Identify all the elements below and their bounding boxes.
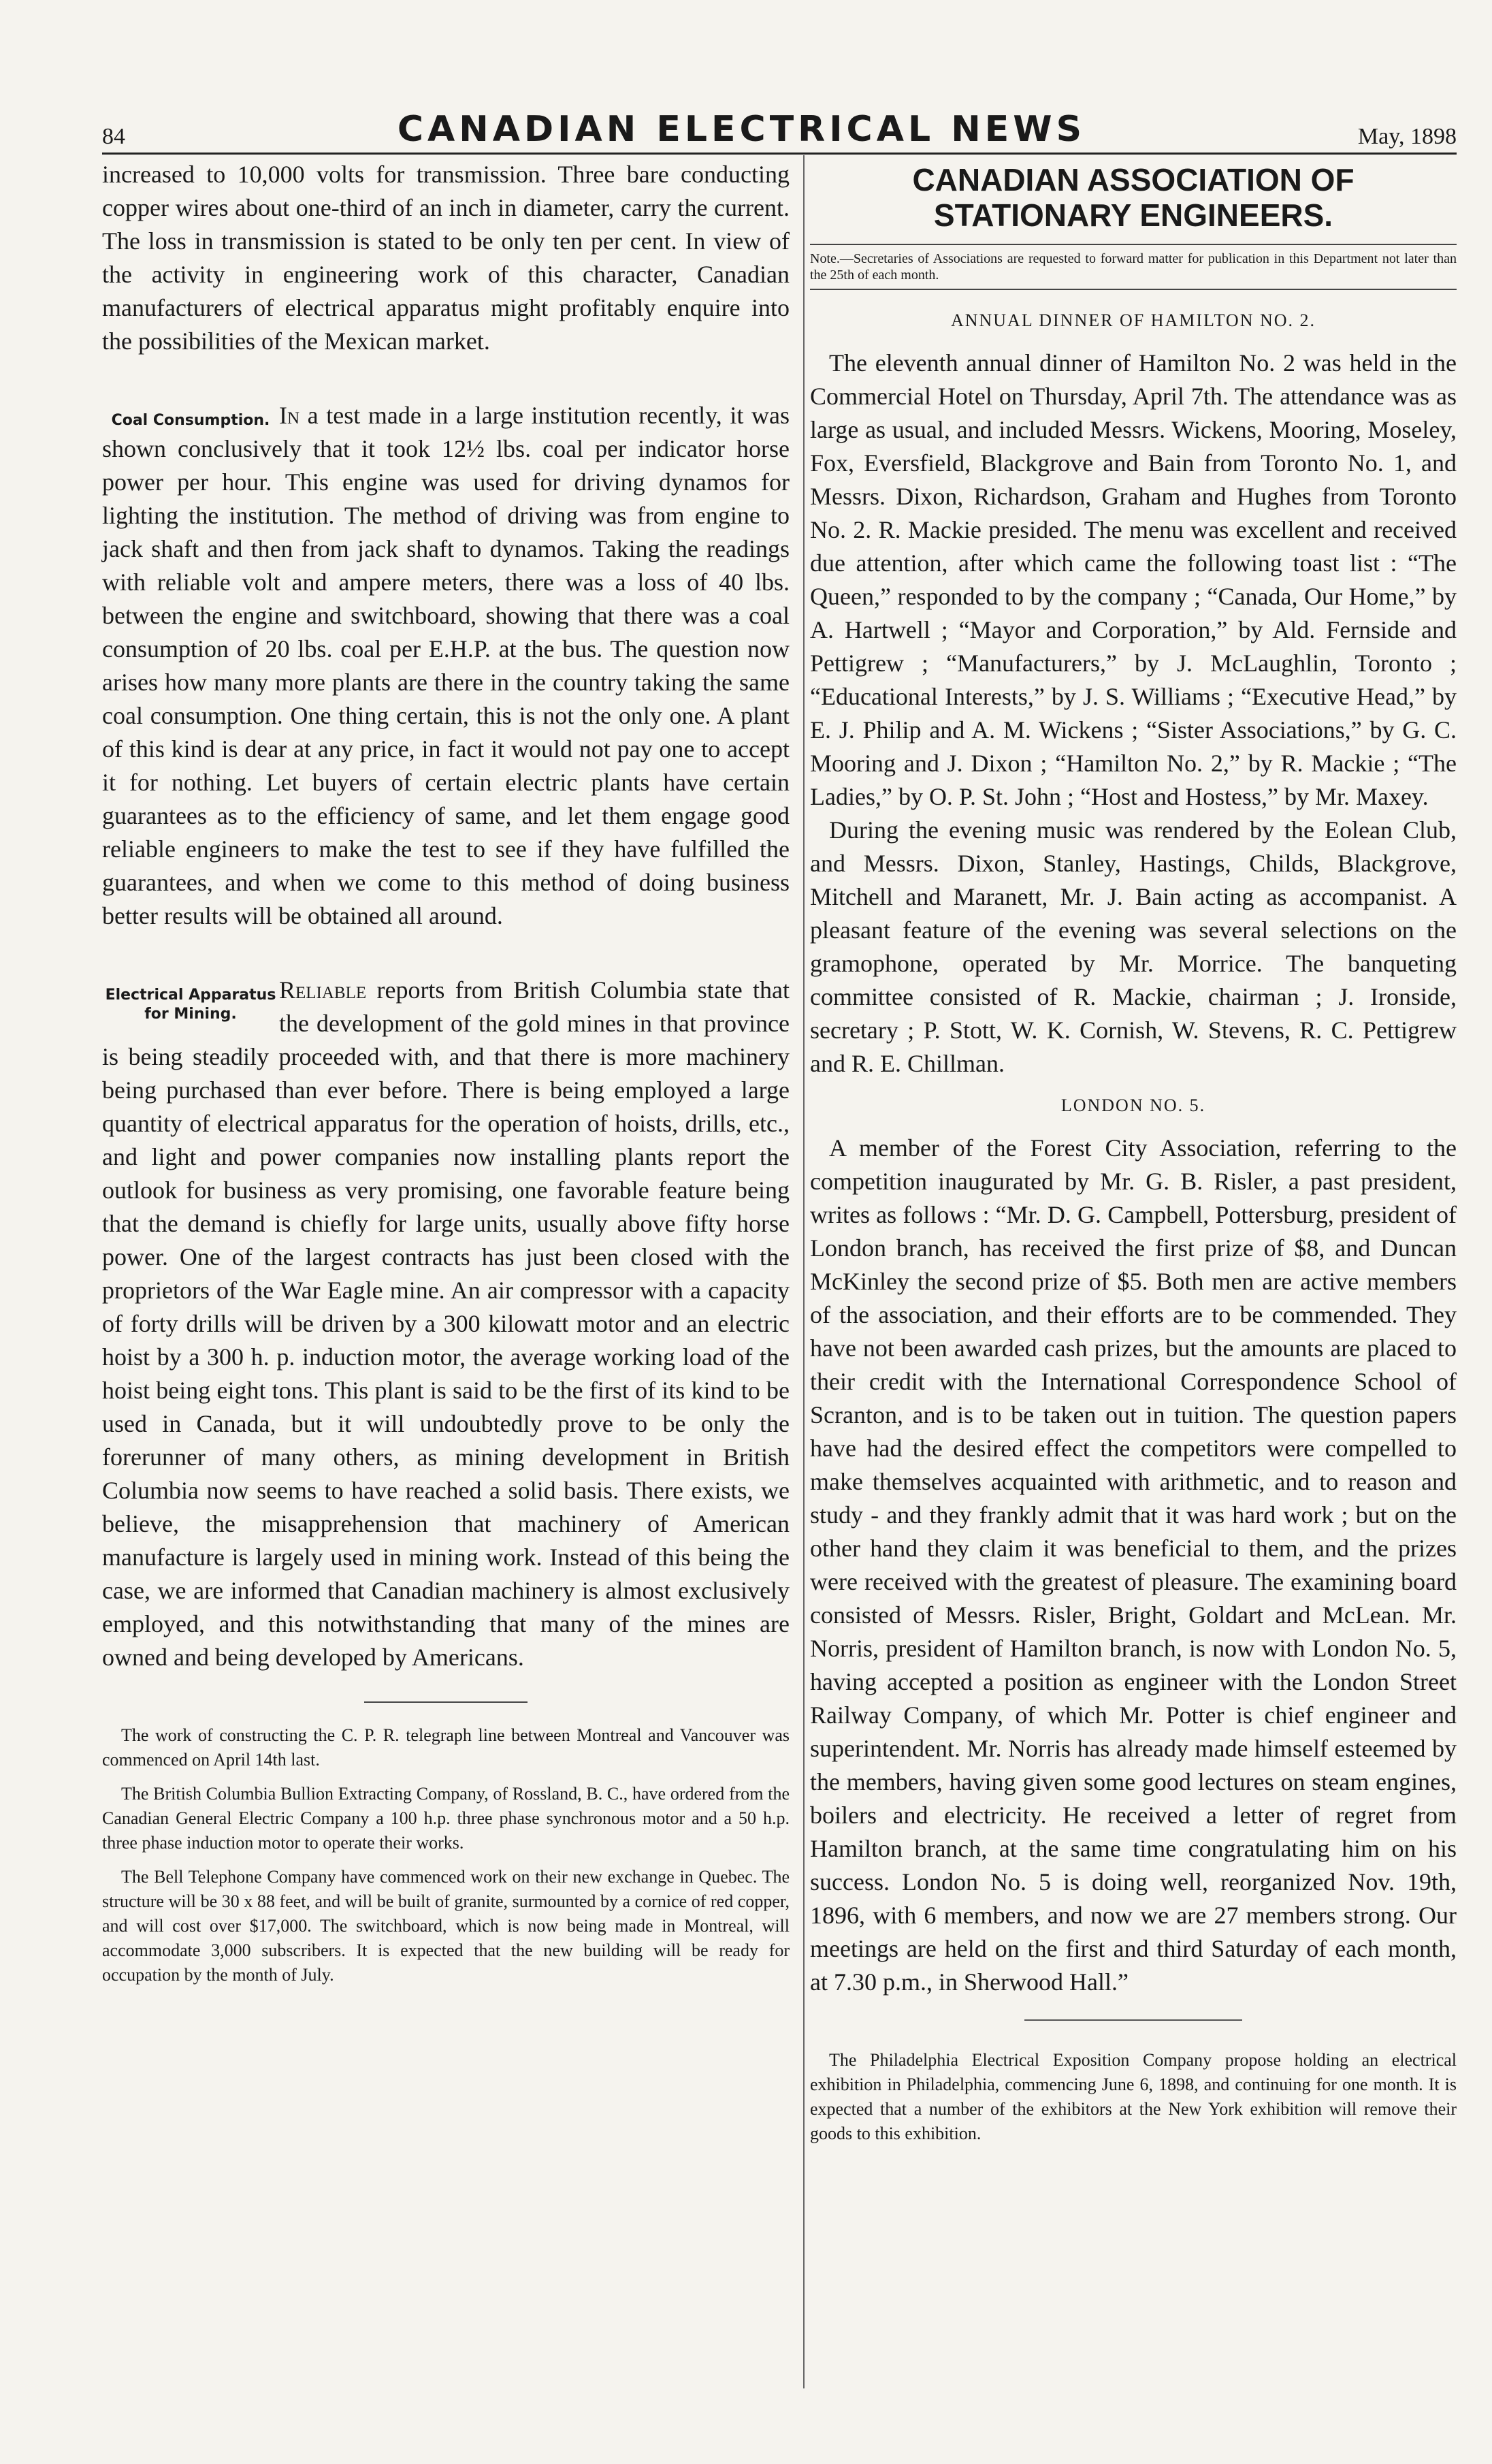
brief-bell-telephone: The Bell Telephone Company have commenced work on their new exchange in Quebec. The structure will be 30 x 88 feet, and will be built of granite, surmounted by a cornice of red copper, and will cost over $17,000. The switchboard, which is now being made in Montreal, will accommodate 3,000 subscribers. It is expected that the new building will be ready for occupation by the month of July. [102, 1867, 790, 1985]
coal-paragraph: a test made in a large institution recently, it was shown conclusively that it took 12½ lbs. coal per indicator horse power per hour. This engine was used for driving dynamos for lighting the institution. The method of driving was from engine to jack shaft and then from jack shaft to dynamos. Taking the readings with reliable volt and ampere meters, there was a loss of 40 lbs. between the engine and switchboard, showing that there was a coal consumption of 20 lbs. coal per E.H.P. at the bus. The question now arises how many more plants are there in the country taking the same coal consumption. One thing certain, this is not the only one. A plant of this kind is dear at any price, in fact it would not pay one to accept it for nothing. Let buyers of certain electric plants have certain guarantees as to the efficiency of same, and let them engage good reliable engineers to make the test to see if they have fulfilled the guarantees, and when we come to this method of doing business better results will be obtained all around. [102, 402, 790, 929]
page-number: 84 [102, 124, 125, 149]
mining-sidehead: Electrical Apparatus for Mining. [105, 987, 276, 1023]
mining-paragraph: reports from British Columbia state that the development of the gold mines in that province is being steadily proceeded with, and that there is more machinery being purchased than ever before. There is being employed a large quantity of electrical apparatus for the operation of hoists, drills, etc., and light and power companies now installing plants report the outlook for business as very promising, one favorable feature being that the demand is chiefly for large units, usually above fifty horse power. One of the largest contracts has just been closed with the proprietors of the War Eagle mine. An air compressor with a capacity of forty drills will be driven by a 300 kilowatt motor and an electric hoist by a 300 h. p. induction motor, the average working load of the hoist being eight tons. This plant is said to be the first of its kind to be used in Canada, but it will undoubtedly prove to be only the forerunner of many others, as mining development in British Columbia now seems to have reached a solid basis. There exists, we believe, the misapprehension that machinery of American manufacture is largely used in mining work. Instead of this being the case, we are informed that Canadian machinery is almost exclusively employed, and this notwithstanding that many of the mines are owned and being developed by Americans. [102, 976, 790, 1671]
london-heading: LONDON NO. 5. [1060, 1095, 1206, 1115]
running-head [102, 109, 1457, 150]
mining-lead-in: Reliable [279, 976, 367, 1004]
section-rule-right [1024, 2019, 1242, 2021]
mexico-paragraph: increased to 10,000 volts for transmission. Three bare conducting copper wires about one-third of an inch in diameter, carry the current. The loss in transmission is stated to be only ten per cent. In view of the activity in engineering work of this character, Canadian manufacturers of electrical apparatus might profitably enquire into the possibilities of the Mexican market. [102, 161, 790, 355]
hamilton-heading: ANNUAL DINNER OF HAMILTON NO. 2. [950, 310, 1316, 330]
column-rule [803, 155, 805, 2388]
section-rule [364, 1701, 528, 1703]
header-rule [102, 153, 1457, 155]
coal-lead-in: In [279, 402, 300, 429]
right-column [810, 158, 1457, 2156]
hamilton-paragraph-2: During the evening music was rendered by the Eolean Club, and Messrs. Dixon, Stanley, Hastings, Childs, Blackgrove, Mitchell and Maranett, Mr. J. Bain acting as accompanist. A pleasant feature of the evening was several selections on the gramophone, operated by Mr. Morrice. The banqueting committee consisted of R. Mackie, chairman ; J. Ironside, secretary ; P. Stott, W. K. Cornish, W. Stevens, R. C. Pettigrew and R. E. Chillman. [810, 816, 1457, 1077]
association-title: CANADIAN ASSOCIATION OF STATIONARY ENGINEERS. [912, 162, 1355, 233]
brief-telegraph: The work of constructing the C. P. R. telegraph line between Montreal and Vancouver was commenced on April 14th last. [102, 1725, 790, 1770]
brief-bullion: The British Columbia Bullion Extracting Company, of Rossland, B. C., have ordered from the Canadian General Electric Company a 100 h.p. three phase synchronous motor and a 50 h.p. three phase induction motor to operate their works. [102, 1784, 790, 1853]
mining-article [102, 974, 790, 1674]
left-column [102, 158, 790, 1997]
brief-philadelphia: The Philadelphia Electrical Exposition Company propose holding an electrical exhibition in Philadelphia, commencing June 6, 1898, and continuing for one month. It is expected that a number of the exhibitors at the New York exhibition will remove their goods to this exhibition. [810, 2050, 1457, 2143]
coal-sidehead: Coal Consumption. [111, 412, 270, 429]
issue-date: May, 1898 [1357, 124, 1457, 149]
coal-consumption-article [102, 399, 790, 933]
secretaries-note: Note.—Secretaries of Associations are requested to forward matter for publication in this Department not later than the 25th of each month. [810, 244, 1457, 290]
hamilton-paragraph-1: The eleventh annual dinner of Hamilton No. 2 was held in the Commercial Hotel on Thursday, April 7th. The attendance was as large as usual, and included Messrs. Wickens, Mooring, Moseley, Fox, Eversfield, Blackgrove and Bain from Toronto No. 1, and Messrs. Dixon, Richardson, Graham and Hughes from Toronto No. 2. R. Mackie presided. The menu was excellent and received due attention, after which came the following toast list : “The Queen,” responded to by the company ; “Canada, Our Home,” by A. Hartwell ; “Mayor and Corporation,” by Ald. Fernside and Pettigrew ; “Manufacturers,” by J. McLaughlin, Toronto ; “Educational Interests,” by J. S. Williams ; “Executive Head,” by E. J. Philip and A. M. Wickens ; “Sister Associations,” by G. C. Mooring and J. Dixon ; “Hamilton No. 2,” by R. Mackie ; “The Ladies,” by O. P. St. John ; “Host and Hostess,” by Mr. Maxey. [810, 349, 1457, 810]
publication-title: CANADIAN ELECTRICAL NEWS [397, 109, 1086, 150]
london-paragraph: A member of the Forest City Association, referring to the competition inaugurated by Mr. G. B. Risler, a past president, writes as follows : “Mr. D. G. Campbell, Pottersburg, president of London branch, has received the first prize of $8, and Duncan McKinley the second prize of $5. Both men are active members of the association, and their efforts are to be commended. They have not been awarded cash prizes, but the amounts are placed to their credit with the International Correspondence School of Scranton, and is to be taken out in tuition. The question papers have had the desired effect the competitors were compelled to make themselves acquainted with arithmetic, and to reason and study - and they frankly admit that it was hard work ; but on the other hand they claim it was beneficial to them, and the prizes were received with the greatest of pleasure. The examining board consisted of Messrs. Risler, Bright, Goldart and McLean. Mr. Norris, president of Hamilton branch, is now with London No. 5, having accepted a position as engineer with the London Street Railway Company, of which Mr. Potter is chief engineer and superintendent. Mr. Norris has already made himself esteemed by the members, having given some good lectures on steam engines, boilers and electricity. He received a letter of regret from Hamilton branch, at the same time congratulating him on his success. London No. 5 is doing well, reorganized Nov. 19th, 1896, with 6 members, and now we are 27 members strong. Our meetings are held on the first and third Saturday of each month, at 7.30 p.m., in Sherwood Hall.” [810, 1134, 1457, 1996]
